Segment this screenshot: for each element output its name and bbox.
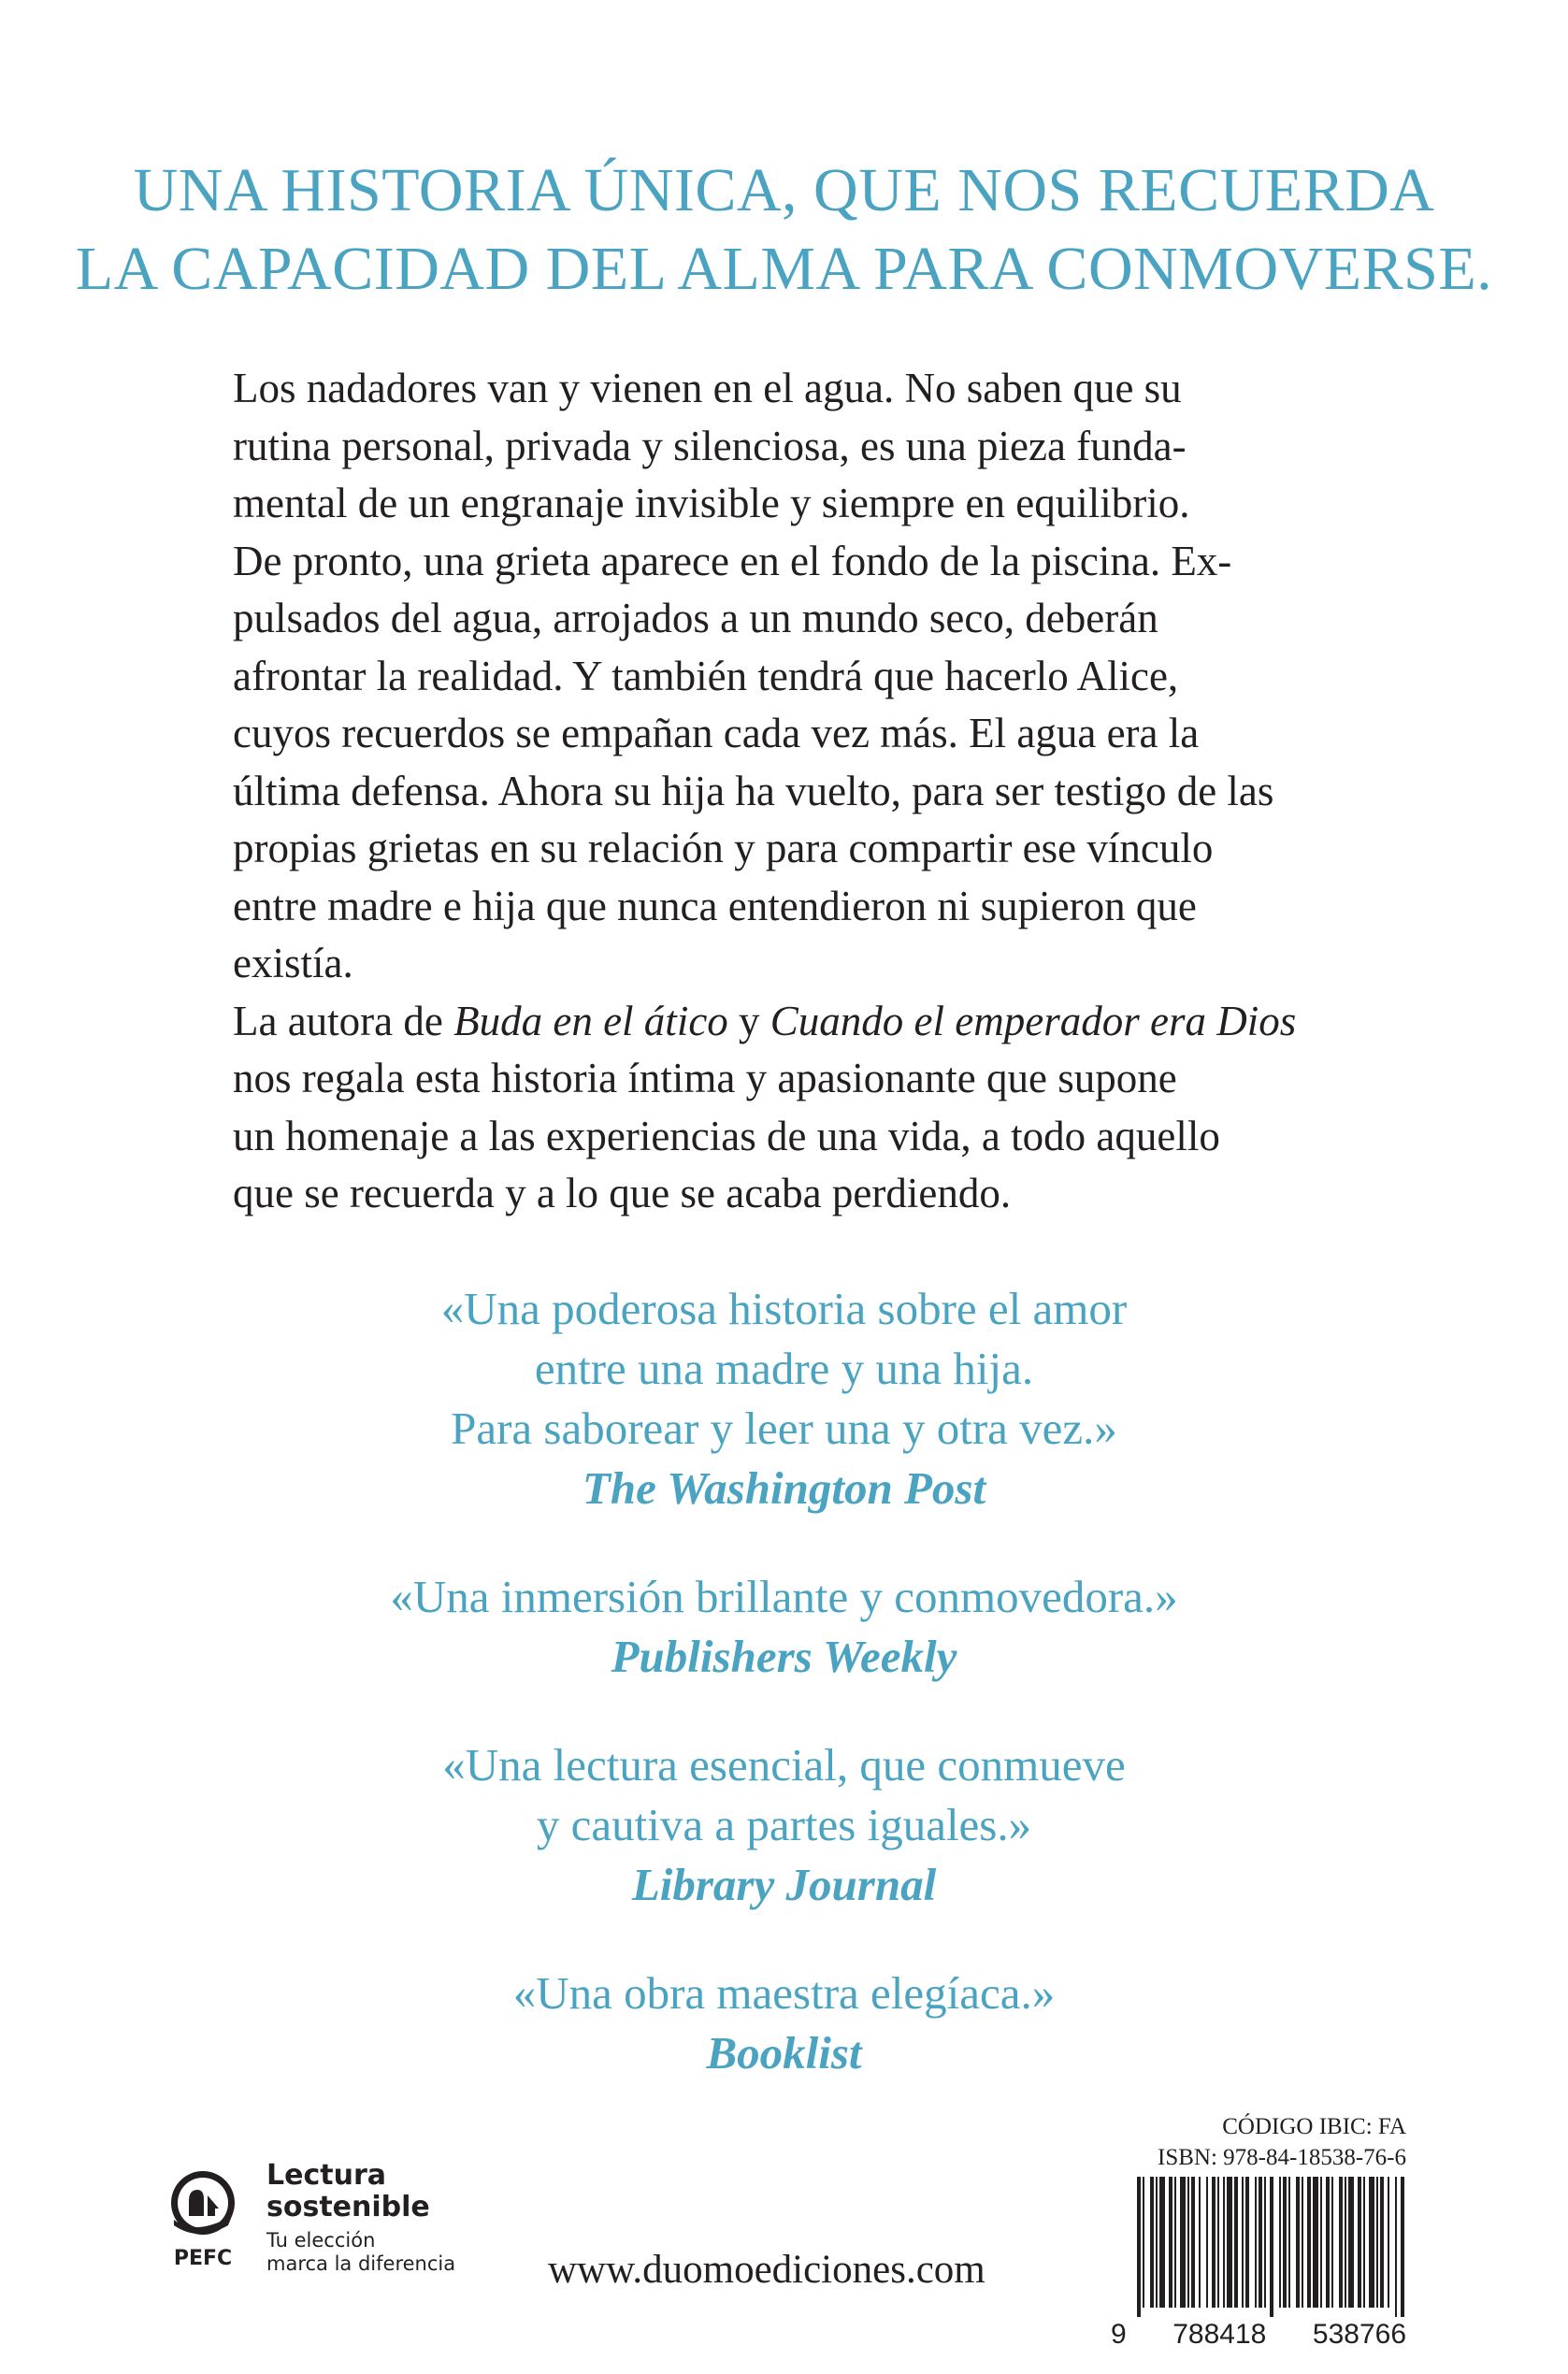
barcode-bar [1401, 2177, 1404, 2317]
pefc-tree-icon [166, 2167, 239, 2270]
synopsis-line: un homenaje a las experiencias de una vida, a todo aquello [233, 1112, 1220, 1159]
barcode [1111, 2177, 1406, 2354]
barcode-bar [1156, 2177, 1158, 2308]
synopsis-line: afrontar la realidad. Y también tendrá que hacerlo Alice, [233, 652, 1179, 699]
quote-line: entre una madre y una hija. [534, 1343, 1034, 1394]
pefc-logo-text [266, 2160, 455, 2276]
synopsis-line: nos regala esta historia íntima y apasionante que supone [233, 1055, 1177, 1101]
barcode-bar [1206, 2177, 1208, 2308]
synopsis-line: última defensa. Ahora su hija ha vuelto, para ser testigo de las [233, 767, 1274, 814]
logo-title-line: Lectura [266, 2159, 386, 2192]
synopsis-line: pulsados del agua, arrojados a un mundo seco, deberán [233, 595, 1158, 641]
logo-title-line: sostenible [266, 2191, 430, 2223]
barcode-bar [1180, 2177, 1186, 2308]
synopsis-line: entre madre e hija que nunca entendieron ni supieron que [233, 882, 1197, 929]
barcode-digits [1111, 2319, 1406, 2351]
barcode-bar [1358, 2177, 1361, 2308]
tagline-line: LA CAPACIDAD DEL ALMA PARA CONMOVERSE. [75, 235, 1493, 303]
review-quotes [0, 1279, 1568, 2132]
barcode-bar [1234, 2177, 1238, 2308]
synopsis-line: cuyos recuerdos se empañan cada vez más. El agua era la [233, 710, 1200, 756]
barcode-bar [1395, 2177, 1397, 2317]
barcode-bar [1345, 2177, 1346, 2308]
review-quote [0, 1735, 1568, 1915]
barcode-digit-group: 9 [1111, 2319, 1127, 2350]
barcode-bar [1223, 2177, 1225, 2308]
synopsis-line: De pronto, una grieta aparece en el fondo de la piscina. Ex- [233, 537, 1232, 584]
barcode-bar [1199, 2177, 1201, 2308]
quote-source: Library Journal [631, 1859, 937, 1910]
isbn-block [1111, 2111, 1406, 2354]
barcode-bar [1255, 2177, 1257, 2308]
quote-source: Publishers Weekly [611, 1631, 957, 1682]
synopsis-text: La autora de [233, 997, 454, 1044]
barcode-bar [1376, 2177, 1378, 2308]
barcode-bar [1187, 2177, 1189, 2308]
barcode-bar [1348, 2177, 1354, 2308]
synopsis-line: propias grietas en su relación y para compartir ese vínculo [233, 825, 1214, 871]
barcode-bar [1283, 2177, 1287, 2308]
publisher-url[interactable]: www.duomoediciones.com [548, 2248, 985, 2292]
barcode-bar [1227, 2177, 1232, 2308]
barcode-bar [1245, 2177, 1249, 2308]
barcode-bar [1143, 2177, 1144, 2308]
barcode-bar [1264, 2177, 1266, 2308]
synopsis [233, 360, 1336, 1223]
quote-line: Para saborear y leer una y otra vez.» [451, 1403, 1117, 1454]
barcode-bar [1380, 2177, 1384, 2308]
barcode-bar [1242, 2177, 1244, 2308]
quote-source: The Washington Post [582, 1462, 986, 1514]
barcode-bar [1169, 2177, 1172, 2308]
synopsis-line: rutina personal, privada y silenciosa, es una pieza funda- [233, 422, 1187, 469]
review-quote [0, 1279, 1568, 1518]
synopsis-line: mental de un engranaje invisible y siempre en equilibrio. [233, 480, 1190, 526]
synopsis-paragraph-1 [233, 360, 1336, 993]
synopsis-paragraph-2 [233, 993, 1336, 1223]
barcode-bar [1191, 2177, 1195, 2308]
barcode-bar [1326, 2177, 1330, 2308]
barcode-bars [1111, 2177, 1406, 2317]
barcode-bar [1259, 2177, 1262, 2308]
barcode-bar [1270, 2177, 1273, 2317]
quote-line: «Una obra maestra elegíaca.» [512, 1967, 1056, 2019]
review-quote [0, 1567, 1568, 1687]
barcode-bar [1159, 2177, 1165, 2308]
barcode-bar [1212, 2177, 1216, 2308]
tagline-line: UNA HISTORIA ÚNICA, QUE NOS RECUERDA [133, 156, 1435, 224]
logo-subtitle-line: Tu elección [266, 2229, 376, 2252]
quote-line: «Una poderosa historia sobre el amor [440, 1283, 1128, 1334]
barcode-bar [1313, 2177, 1318, 2308]
synopsis-line: existía. [233, 940, 353, 986]
barcode-bar [1150, 2177, 1154, 2308]
quote-line: y cautiva a partes iguales.» [536, 1799, 1032, 1850]
barcode-bar [1174, 2177, 1176, 2308]
barcode-digit-group: 538766 [1312, 2319, 1406, 2350]
tagline [0, 151, 1568, 309]
ibic-code: CÓDIGO IBIC: FA [1222, 2114, 1406, 2139]
barcode-bar [1296, 2177, 1300, 2308]
barcode-bar [1307, 2177, 1311, 2308]
barcode-bar [1339, 2177, 1343, 2308]
barcode-bar [1388, 2177, 1389, 2308]
pefc-brand: PEFC [173, 2247, 233, 2270]
barcode-bar [1137, 2177, 1141, 2317]
pefc-logo [166, 2151, 475, 2291]
barcode-bar [1279, 2177, 1281, 2308]
barcode-bar [1302, 2177, 1303, 2308]
synopsis-text: y [727, 997, 770, 1044]
quote-line: «Una inmersión brillante y conmovedora.» [390, 1571, 1178, 1622]
barcode-digit-group: 788418 [1172, 2319, 1267, 2350]
quote-source: Booklist [706, 2027, 862, 2079]
book-title-1: Buda en el ático [453, 997, 728, 1044]
barcode-bar [1331, 2177, 1333, 2308]
barcode-bar [1363, 2177, 1365, 2308]
book-title-2: Cuando el emperador era Dios [770, 997, 1297, 1044]
logo-subtitle-line: marca la diferencia [266, 2252, 456, 2275]
barcode-bar [1217, 2177, 1219, 2308]
barcode-bar [1369, 2177, 1374, 2308]
review-quote [0, 1964, 1568, 2083]
synopsis-line: que se recuerda y a lo que se acaba perdiendo. [233, 1170, 1012, 1216]
synopsis-line: Los nadadores van y vienen en el agua. No saben que su [233, 365, 1182, 411]
isbn-code: ISBN: 978-84-18538-76-6 [1158, 2145, 1406, 2170]
synopsis-line [233, 993, 1336, 1051]
barcode-bar [1320, 2177, 1322, 2308]
barcode-bar [1288, 2177, 1290, 2308]
quote-line: «Una lectura esencial, que conmueve [442, 1739, 1126, 1791]
